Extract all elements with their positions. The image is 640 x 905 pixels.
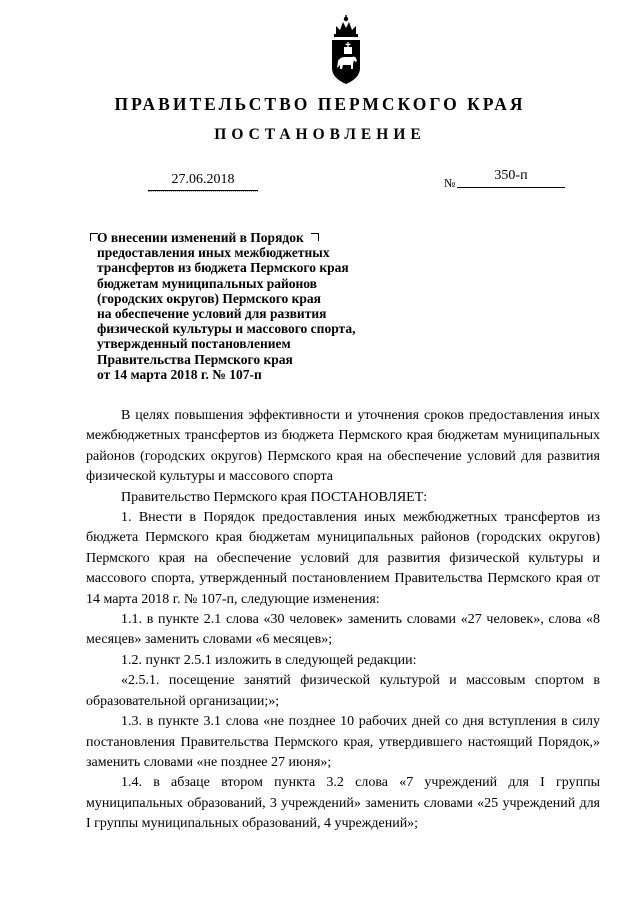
document-body	[86, 406, 600, 835]
clause-2-5-1: «2.5.1. посещение занятий физической культурой и массовым спортом в образовательной организации;»;	[86, 673, 600, 709]
document-date: 27.06.2018	[148, 172, 258, 191]
resolves-paragraph: Правительство Пермского края ПОСТАНОВЛЯЕТ:	[121, 489, 428, 505]
document-title	[97, 230, 397, 382]
government-name: ПРАВИТЕЛЬСТВО ПЕРМСКОГО КРАЯ	[114, 94, 526, 114]
preamble-paragraph: В целях повышения эффективности и уточнения сроков предоставления иных межбюджетных трансфертов из бюджета Пермского края бюджетам муниципальных районов (городских округов) Пермского края на обеспечение условий для развития физической культуры и массового спорта	[86, 408, 600, 485]
title-line: на обеспечение условий для развития	[97, 306, 327, 322]
date-underline	[148, 190, 258, 192]
coat-of-arms-icon	[328, 14, 364, 86]
title-line: бюджетам муниципальных районов	[97, 275, 317, 291]
clause-1-3: 1.3. в пункте 3.1 слова «не позднее 10 рабочих дней со дня вступления в силу постановления Правительства Пермского края, утвердившего настоящий Порядок,» заменить словами «не позднее 27 июня»;	[86, 714, 600, 770]
title-line: утвержденный постановлением	[97, 336, 291, 352]
clause-1-1: 1.1. в пункте 2.1 слова «30 человек» заменить словами «27 человек», слова «8 месяцев» заменить словами «6 месяцев»;	[86, 612, 600, 648]
clause-1-2: 1.2. пункт 2.5.1 изложить в следующей редакции:	[121, 652, 417, 668]
title-line: (городских округов) Пермского края	[97, 290, 321, 306]
title-line: от 14 марта 2018 г. № 107-п	[97, 366, 262, 382]
clause-1-4: 1.4. в абзаце втором пункта 3.2 слова «7 учреждений для I группы муниципальных образований, 3 учреждений» заменить словами «25 учреждений для I группы муниципальных образований, 4 учреждений»;	[86, 775, 600, 832]
title-line: Правительства Пермского края	[97, 351, 293, 367]
title-line: предоставления иных межбюджетных	[97, 245, 330, 261]
document-number: 350-п	[457, 168, 565, 188]
title-line: трансфертов из бюджета Пермского края	[97, 260, 349, 276]
document-type: ПОСТАНОВЛЕНИЕ	[214, 126, 426, 143]
clause-1: 1. Внести в Порядок предоставления иных межбюджетных трансфертов из бюджета Пермского края бюджетам муниципальных районов (городских округов) Пермского края на обеспечение условий для развития физической культуры и массового спорта, утвержденный постановлением Правительства Пермского края от 14 марта 2018 г. № 107-п, следующие изменения:	[86, 510, 600, 607]
title-line: физической культуры и массового спорта,	[97, 321, 356, 337]
number-label: №	[444, 176, 456, 190]
title-line: О внесении изменений в Порядок	[97, 230, 304, 245]
